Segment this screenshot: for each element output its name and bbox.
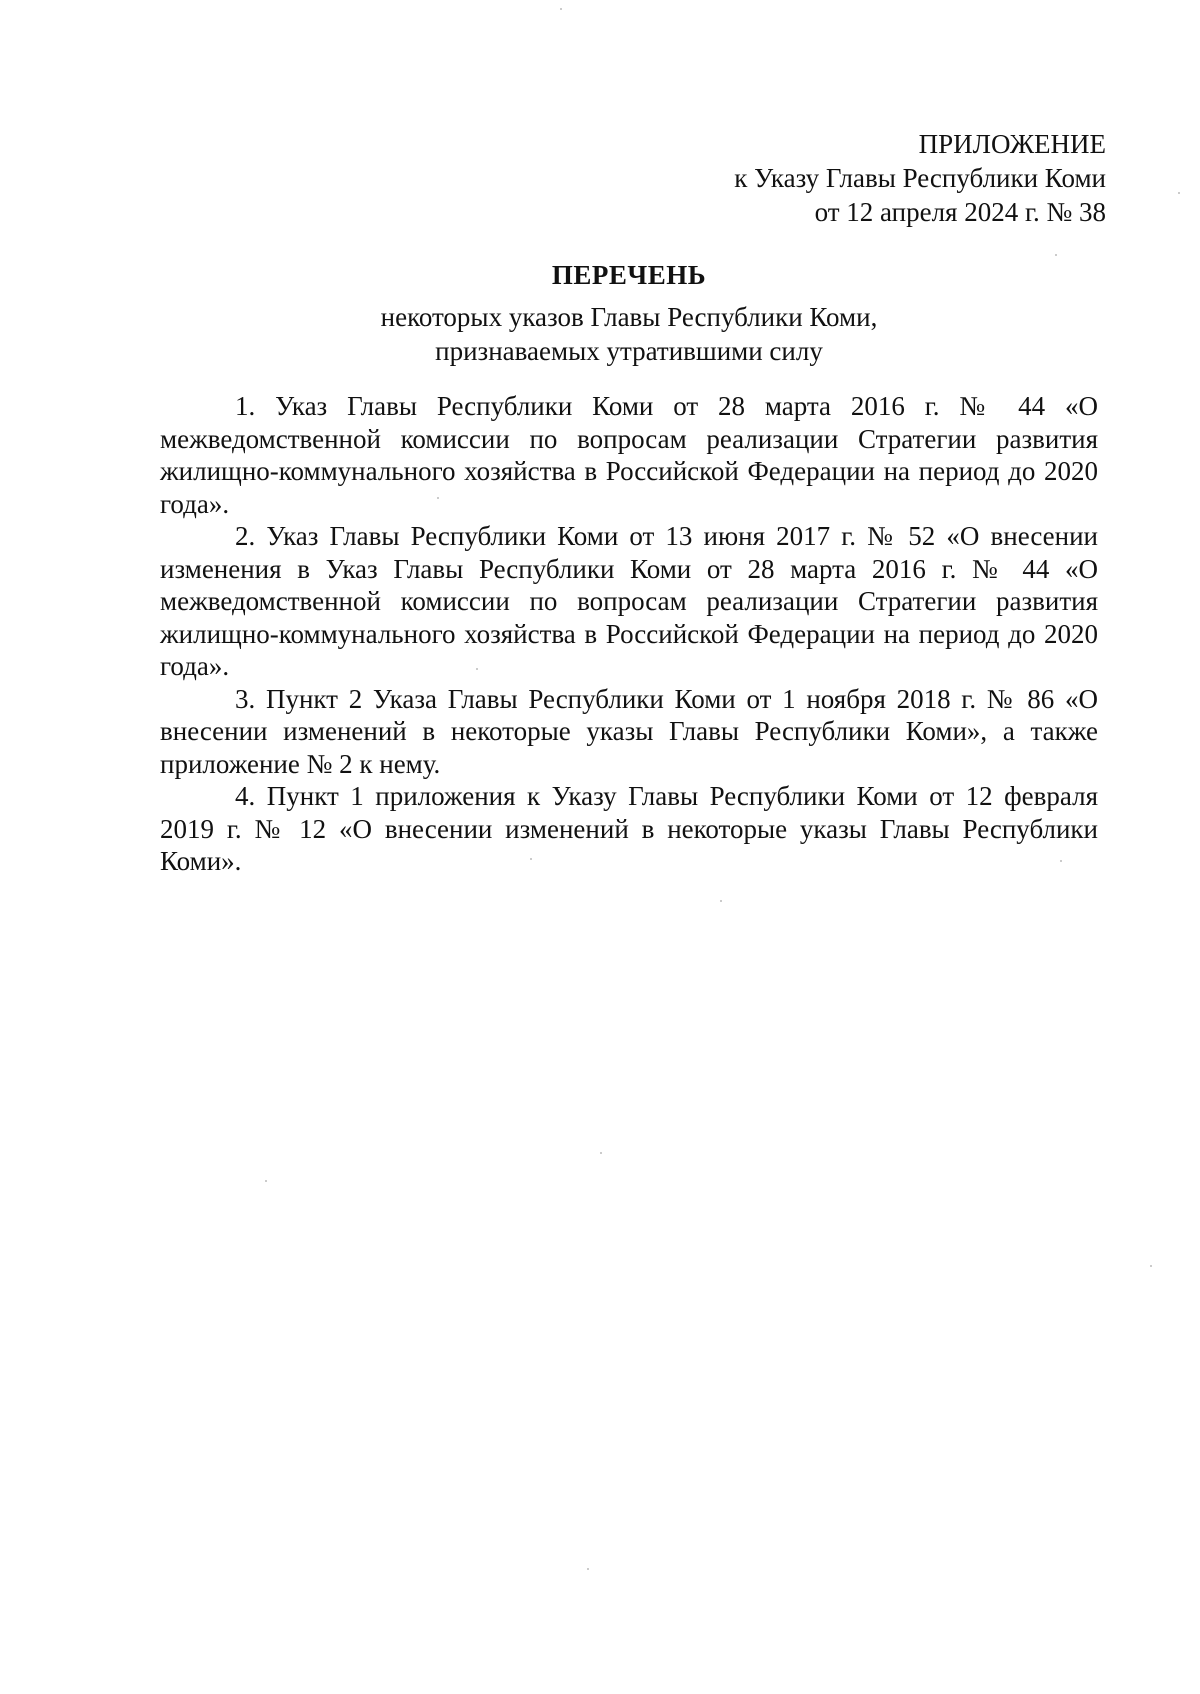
document-title: ПЕРЕЧЕНЬ bbox=[551, 260, 707, 290]
list-item: 2. Указ Главы Республики Коми от 13 июня 2017 г. № 52 «О внесении изменения в Указ Главы Республики Коми от 28 марта 2016 г. № 44 «О межведомственной комиссии по вопросам реализации Стратегии развития жилищно-коммунального хозяйства в Российской Федерации на период до 2020 года». bbox=[160, 521, 1098, 681]
scan-speck bbox=[600, 1152, 602, 1154]
scan-speck bbox=[265, 1180, 267, 1182]
appendix-label: ПРИЛОЖЕНИЕ bbox=[918, 129, 1106, 159]
scan-speck bbox=[587, 1568, 589, 1570]
scan-speck bbox=[720, 900, 722, 902]
document-subtitle bbox=[160, 300, 1098, 368]
scan-speck bbox=[1150, 1265, 1152, 1267]
list-item: 4. Пункт 1 приложения к Указу Главы Республики Коми от 12 февраля 2019 г. № 12 «О внесении изменений в некоторые указы Главы Республики Коми». bbox=[160, 781, 1098, 876]
scan-speck bbox=[1060, 860, 1062, 862]
subtitle-line-1: некоторых указов Главы Республики Коми, bbox=[380, 302, 878, 332]
subtitle-line-2: признаваемых утратившими силу bbox=[435, 336, 823, 366]
decree-list bbox=[160, 390, 1098, 878]
appendix-header bbox=[734, 127, 1106, 229]
list-item: 1. Указ Главы Республики Коми от 28 марта 2016 г. № 44 «О межведомственной комиссии по вопросам реализации Стратегии развития жилищно-коммунального хозяйства в Российской Федерации на период до 2020 года». bbox=[160, 391, 1098, 519]
list-item: 3. Пункт 2 Указа Главы Республики Коми от 1 ноября 2018 г. № 86 «О внесении изменений в некоторые указы Главы Республики Коми», а также приложение № 2 к нему. bbox=[160, 683, 1098, 779]
appendix-reference: к Указу Главы Республики Коми bbox=[734, 163, 1106, 193]
scan-speck bbox=[1178, 192, 1180, 194]
appendix-date-number: от 12 апреля 2024 г. № 38 bbox=[814, 197, 1106, 227]
scan-speck bbox=[530, 858, 532, 860]
scan-speck bbox=[560, 8, 562, 10]
scan-speck bbox=[1055, 254, 1057, 256]
scan-speck bbox=[476, 668, 478, 670]
title-block bbox=[160, 258, 1098, 368]
scan-speck bbox=[437, 497, 439, 499]
